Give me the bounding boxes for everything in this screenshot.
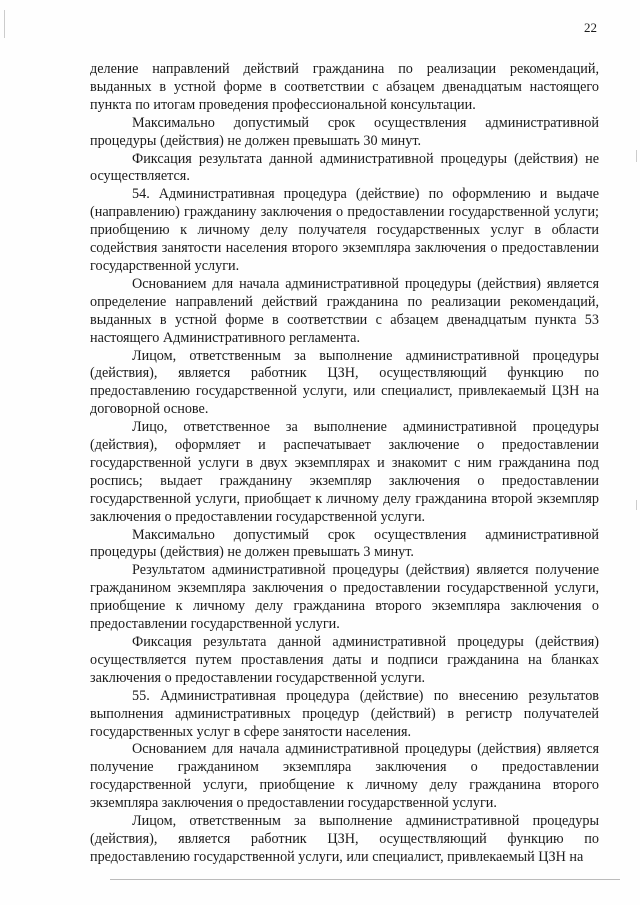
page-number: 22 [584, 20, 597, 35]
paragraph: 54. Административная процедура (действие) по оформлению и выдаче (направлению) гражданину заключения о предоставлении государственной услуги; приобщению к личному делу получателя государственных услуг в области содействия занятости населения второго экземпляра заключения о предоставлении государственной услуги. [90, 186, 599, 274]
paragraph: 55. Административная процедура (действие) по внесению результатов выполнения административных процедур (действий) в регистр получателей государственных услуг в сфере занятости населения. [90, 687, 599, 740]
paragraph: Фиксация результата данной административной процедуры (действия) осуществляется путем проставления даты и подписи гражданина на бланках заключения о предоставлении государственной услуги. [90, 634, 599, 686]
paragraph: Лицо, ответственное за выполнение административной процедуры (действия), оформляет и распечатывает заключение о предоставлении государственной услуги в двух экземплярах и знакомит с ним гражданина под роспись; выдает гражданину экземпляр заключения о предоставлении государственной услуги, приобщает к личному делу гражданина второй экземпляр заключения о предоставлении государственной услуги. [90, 419, 599, 525]
paragraph: Основанием для начала административной процедуры (действия) является получение гражданином экземпляра заключения о предоставлении государственной услуги, приобщение к личному делу гражданина второго экземпляра заключения о предоставлении государственной услуги. [90, 741, 599, 812]
paragraph: Максимально допустимый срок осуществления административной процедуры (действия) не должен превышать 3 минут. [90, 526, 599, 561]
paragraph: Основанием для начала административной процедуры (действия) является определение направлений действий гражданина по реализации рекомендаций, выданных в устной форме в соответствии с абзацем двенадцатым пункта 53 настоящего Административного регламента. [90, 275, 599, 346]
scan-bottom-edge [110, 879, 620, 880]
paragraph: Фиксация результата данной административной процедуры (действия) не осуществляется. [90, 150, 599, 185]
document-body [90, 61, 599, 867]
paragraph: деление направлений действий гражданина по реализации рекомендаций, выданных в устной форме в соответствии с абзацем двенадцатым настоящего пункта по итогам проведения профессиональной консультации. [90, 61, 599, 113]
paragraph: Результатом административной процедуры (действия) является получение гражданином экземпляра заключения о предоставлении государственной услуги, приобщение к личному делу гражданина второго экземпляра заключения о предоставлении государственной услуги. [90, 562, 599, 633]
paragraph: Максимально допустимый срок осуществления административной процедуры (действия) не должен превышать 30 минут. [90, 114, 599, 149]
paragraph: Лицом, ответственным за выполнение административной процедуры (действия), является работник ЦЗН, осуществляющий функцию по предоставлению государственной услуги, или специалист, привлекаемый ЦЗН на договорной основе. [90, 347, 599, 418]
scan-artifact [636, 150, 637, 162]
paragraph: Лицом, ответственным за выполнение административной процедуры (действия), является работник ЦЗН, осуществляющий функцию по предоставлению государственной услуги, или специалист, привлекаемый ЦЗН на [90, 813, 599, 865]
scan-artifact [636, 500, 637, 510]
scan-artifact [4, 10, 5, 38]
